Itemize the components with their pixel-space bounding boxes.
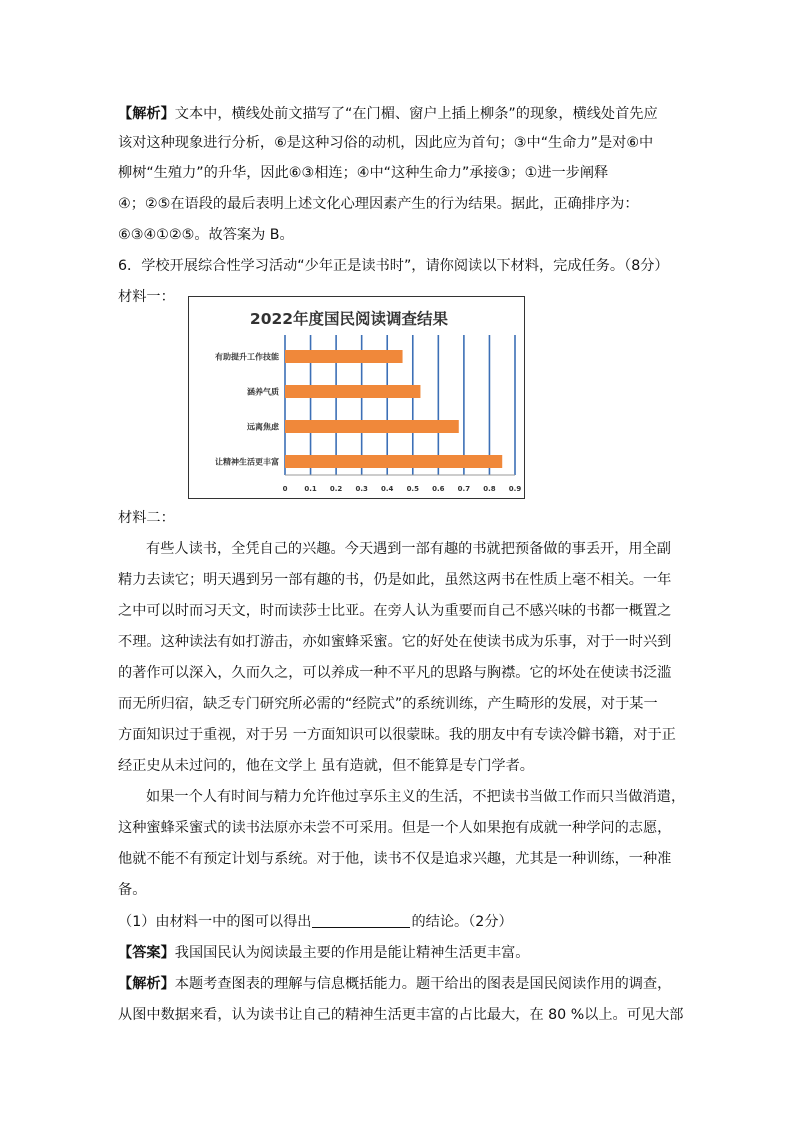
m2-p2-line-2: 这种蜜蜂采蜜式的读书法原亦未尝不可采用。但是一个人如果抱有成就一种学问的志愿， [118,820,672,836]
analysis-tag: 【解析】 [118,106,175,122]
m2-p1-line-8: 经正史从未过问的，他在文学上 虽有造就，但不能算是专门学者。 [118,758,534,774]
material1-label: 材料一： [118,289,175,305]
sub-question-1 [118,912,513,932]
bar-chart [189,297,524,498]
analysis-tag-2: 【解析】 [118,976,175,992]
x-tick-label: 0.6 [432,485,445,493]
x-tick-label: 0.1 [304,485,317,493]
q5-analysis-text-1: 文本中，横线处前文描写了“在门楣、窗户上插上柳条”的现象，横线处首先应 [174,106,658,122]
m2-p2-line-1: 如果一个人有时间与精力允许他过享乐主义的生活，不把读书当做工作而只当做消遣， [146,789,686,805]
q6-stem: 6．学校开展综合性学习活动“少年正是读书时”，请你阅读以下材料，完成任务。（8分） [118,258,669,274]
bar [285,350,403,363]
m2-p1-line-6: 而无所归宿，缺乏专门研究所必需的“经院式”的系统训练，产生畸形的发展，对于某一 [118,696,658,712]
bar [285,455,502,468]
m2-p2-line-3: 他就不能不有预定计划与系统。对于他，读书不仅是追求兴趣，尤其是一种训练，一种准 [118,851,672,867]
x-tick-label: 0.7 [457,485,471,493]
q6-analysis-line-1 [118,974,671,994]
category-label: 涵养气质 [247,387,279,397]
q6-analysis-text-1: 本题考查图表的理解与信息概括能力。题干给出的图表是国民阅读作用的调查， [174,976,672,992]
m2-p2-line-4: 备。 [118,882,147,898]
x-tick-label: 0.2 [329,485,343,493]
m2-p1-line-1: 有些人读书，全凭自己的兴趣。今天遇到一部有趣的书就把预备做的事丢开，用全副 [146,541,671,557]
material2-label: 材料二： [118,510,175,526]
bar [285,420,459,433]
m2-p1-line-4: 不理。这种读法有如打游击，亦如蜜蜂采蜜。它的好处在使读书成为乐事，对于一时兴到 [118,634,672,650]
m2-p1-line-7: 方面知识过于重视，对于另 一方面知识可以很蒙昧。我的朋友中有专读冷僻书籍，对于正 [118,727,676,743]
m2-p1-line-5: 的著作可以深入，久而久之，可以养成一种不平凡的思路与胸襟。它的坏处在使读书泛滥 [118,665,672,681]
answer-blank [312,913,410,928]
m2-p1-line-3: 之中可以时而习天文，时而读莎士比亚。在旁人认为重要而自己不感兴味的书都一概置之 [118,603,672,619]
answer-text: 我国国民认为阅读最主要的作用是能让精神生活更丰富。 [174,945,530,961]
answer-tag: 【答案】 [118,945,175,961]
q5-analysis-line-4: ④；②⑤在语段的最后表明上述文化心理因素产生的行为结果。据此，正确排序为： [118,196,639,212]
sub1-text-before: （1）由材料一中的图可以得出 [118,914,312,930]
category-label: 有助提升工作技能 [215,352,279,362]
sub1-text-after: 的结论。（2分） [411,914,513,930]
q5-analysis-line-2: 该对这种现象进行分析，⑥是这种习俗的动机，因此应为首句；③中“生命力”是对⑥中 [118,135,654,151]
category-label: 远离焦虑 [247,422,279,432]
x-tick-label: 0.5 [406,485,419,493]
category-label: 让精神生活更丰富 [215,457,279,467]
q5-analysis-line-1 [118,104,658,124]
q6-analysis-line-2: 从图中数据来看，认为读书让自己的精神生活更丰富的占比最大，在 80 %以上。可见大部 [118,1007,684,1023]
q5-analysis-line-3: 柳树“生殖力”的升华，因此⑥③相连；④中“这种生命力”承接③；①进一步阐释 [118,165,609,181]
q5-analysis-line-5: ⑥③④①②⑤。故答案为 B。 [118,227,294,243]
m2-p1-line-2: 精力去读它；明天遇到另一部有趣的书，仍是如此，虽然这两书在性质上毫不相关。一年 [118,572,672,588]
x-tick-label: 0.9 [508,485,522,493]
chart-frame [188,296,525,499]
answer-line [118,943,529,963]
bar [285,385,420,398]
x-tick-label: 0.8 [483,485,496,493]
x-tick-label: 0 [282,485,288,493]
x-tick-label: 0.4 [381,485,394,493]
x-tick-label: 0.3 [355,485,368,493]
chart-title: 2022年度国民阅读调查结果 [249,310,449,328]
